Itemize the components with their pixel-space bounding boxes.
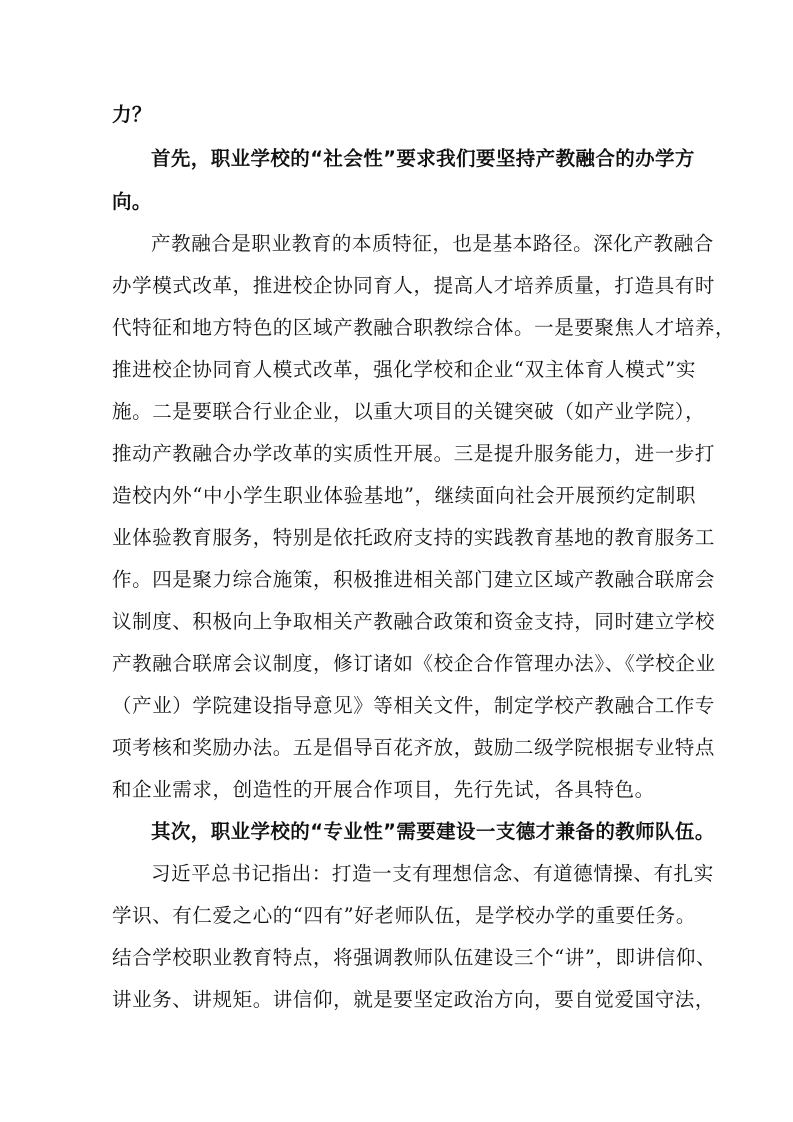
paragraph-line: （产业）学院建设指导意见》等相关文件，制定学校产教融合工作专	[112, 694, 716, 717]
paragraph-line: 施。二是要联合行业企业，以重大项目的关键突破（如产业学院），	[112, 400, 706, 423]
paragraph-line: 产教融合是职业教育的本质特征，也是基本路径。深化产教融合	[151, 232, 714, 255]
paragraph-line: 推动产教融合办学改革的实质性开展。三是提升服务能力，进一步打	[112, 442, 716, 465]
heading-second-point: 其次，职业学校的“专业性”需要建设一支德才兼备的教师队伍。	[151, 820, 715, 843]
paragraph-line: 代特征和地方特色的区域产教融合职教综合体。一是要聚焦人才培养，	[112, 316, 736, 339]
paragraph-line: 结合学校职业教育特点，将强调教师队伍建设三个“讲”，即讲信仰、	[112, 946, 717, 969]
paragraph-line: 讲业务、讲规矩。讲信仰，就是要坚定政治方向，要自觉爱国守法，	[112, 988, 716, 1011]
paragraph-line: 造校内外“中小学生职业体验基地”，继续面向社会开展预约定制职	[112, 484, 696, 507]
paragraph-line: 产教融合联席会议制度，修订诸如《校企合作管理办法》、《学校企业	[112, 652, 716, 675]
paragraph-line: 学识、有仁爱之心的“四有”好老师队伍，是学校办学的重要任务。	[112, 904, 696, 927]
paragraph-line: 作。四是聚力综合施策，积极推进相关部门建立区域产教融合联席会	[112, 568, 716, 591]
paragraph-line: 和企业需求，创造性的开展合作项目，先行先试，各具特色。	[112, 778, 655, 801]
paragraph-line: 办学模式改革，推进校企协同育人，提高人才培养质量，打造具有时	[112, 274, 716, 297]
heading-first-point-end: 向。	[112, 190, 152, 213]
paragraph-line: 习近平总书记指出：打造一支有理想信念、有道德情操、有扎实	[151, 862, 714, 885]
paragraph-line: 推进校企协同育人模式改革，强化学校和企业“双主体育人模式”实	[112, 358, 696, 381]
paragraph-line: 项考核和奖励办法。五是倡导百花齐放，鼓励二级学院根据专业特点	[112, 736, 716, 759]
text-line-continuation: 力？	[112, 103, 152, 126]
paragraph-line: 业体验教育服务，特别是依托政府支持的实践教育基地的教育服务工	[112, 526, 716, 549]
paragraph-line: 议制度、积极向上争取相关产教融合政策和资金支持，同时建立学校	[112, 610, 716, 633]
heading-first-point: 首先，职业学校的“社会性”要求我们要坚持产教融合的办学方	[151, 147, 695, 170]
